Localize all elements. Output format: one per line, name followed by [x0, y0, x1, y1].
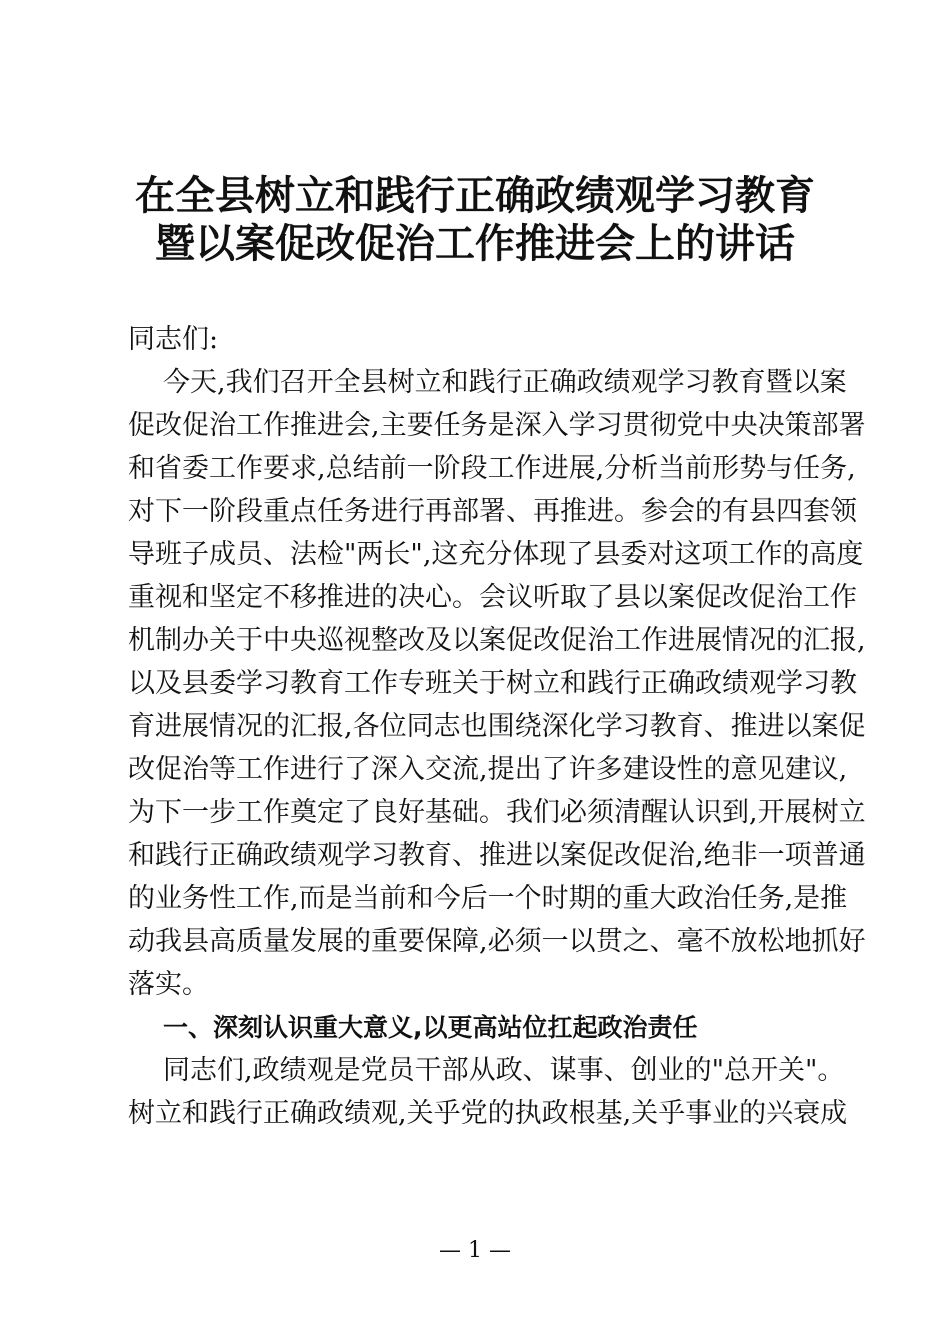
text-line: 动我县高质量发展的重要保障,必须一以贯之、毫不放松地抓好 — [128, 926, 866, 957]
text-line: 育进展情况的汇报,各位同志也围绕深化学习教育、推进以案促 — [128, 711, 866, 742]
salutation: 同志们: — [128, 324, 219, 355]
paragraph — [128, 361, 866, 1006]
text-line: 导班子成员、法检"两长",这充分体现了县委对这项工作的高度 — [128, 539, 864, 570]
text-line: 为下一步工作奠定了良好基础。我们必须清醒认识到,开展树立 — [128, 797, 866, 828]
text-line: 促改促治工作推进会,主要任务是深入学习贯彻党中央决策部署 — [128, 410, 866, 441]
text-line: 落实。 — [128, 969, 209, 1000]
document-body — [128, 318, 866, 1135]
text-line: 对下一阶段重点任务进行再部署、再推进。参会的有县四套领 — [128, 496, 857, 527]
title-line-2: 暨以案促改促治工作推进会上的讲话 — [155, 221, 795, 267]
title-line-1: 在全县树立和践行正确政绩观学习教育 — [135, 173, 815, 219]
document-title — [100, 172, 850, 268]
paragraph — [128, 1049, 848, 1135]
text-line: 重视和坚定不移推进的决心。会议听取了县以案促改促治工作 — [128, 582, 857, 613]
text-line: 同志们,政绩观是党员干部从政、谋事、创业的"总开关"。 — [163, 1055, 845, 1086]
text-line: 改促治等工作进行了深入交流,提出了许多建设性的意见建议, — [128, 754, 848, 785]
text-line: 和省委工作要求,总结前一阶段工作进展,分析当前形势与任务, — [128, 453, 856, 484]
text-line: 树立和践行正确政绩观,关乎党的执政根基,关乎事业的兴衰成 — [128, 1098, 848, 1129]
text-line: 的业务性工作,而是当前和今后一个时期的重大政治任务,是推 — [128, 883, 848, 914]
section-heading — [128, 1006, 830, 1049]
text-line: 今天,我们召开全县树立和践行正确政绩观学习教育暨以案 — [163, 367, 847, 398]
text-line: 和践行正确政绩观学习教育、推进以案促改促治,绝非一项普通 — [128, 840, 866, 871]
text-line: 以及县委学习教育工作专班关于树立和践行正确政绩观学习教 — [128, 668, 857, 699]
text-line: 一、深刻认识重大意义,以更高站位扛起政治责任 — [163, 1013, 698, 1042]
page-number: — 1 — — [439, 1238, 511, 1263]
text-line: 机制办关于中央巡视整改及以案促改促治工作进展情况的汇报, — [128, 625, 866, 656]
